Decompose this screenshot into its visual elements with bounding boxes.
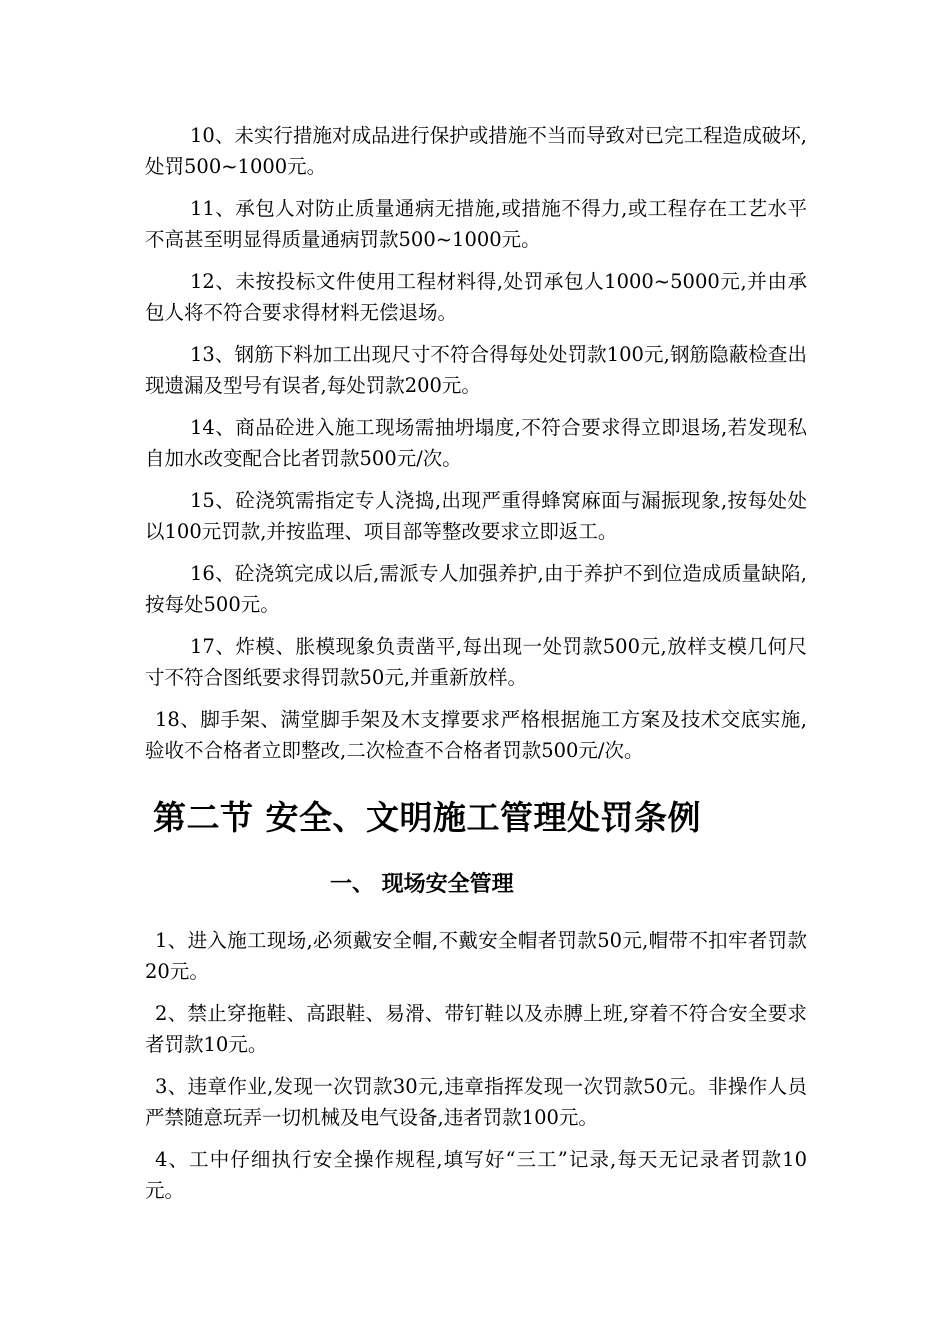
document-page xyxy=(145,120,807,1217)
clause-17: 17、炸模、胀模现象负责凿平,每出现一处罚款500元,放样支模几何尺寸不符合图纸要求得罚款50元,并重新放样。 xyxy=(145,635,807,689)
safety-clause-3: 3、违章作业,发现一次罚款30元,违章指挥发现一次罚款50元。非操作人员严禁随意玩弄一切机械及电气设备,违者罚款100元。 xyxy=(145,1075,807,1129)
clause-14: 14、商品砼进入施工现场需抽坍塌度,不符合要求得立即退场,若发现私自加水改变配合比者罚款500元/次。 xyxy=(145,416,807,470)
clause-18: 18、脚手架、满堂脚手架及木支撑要求严格根据施工方案及技术交底实施,验收不合格者立即整改,二次检查不合格者罚款500元/次。 xyxy=(145,708,807,762)
clause-16: 16、砼浇筑完成以后,需派专人加强养护,由于养护不到位造成质量缺陷,按每处500元。 xyxy=(145,562,807,616)
clause-13: 13、钢筋下料加工出现尺寸不符合得每处处罚款100元,钢筋隐蔽检查出现遗漏及型号有误者,每处罚款200元。 xyxy=(145,343,807,397)
safety-clause-2: 2、禁止穿拖鞋、高跟鞋、易滑、带钉鞋以及赤膊上班,穿着不符合安全要求者罚款10元。 xyxy=(145,1002,807,1056)
clause-12: 12、未按投标文件使用工程材料得,处罚承包人1000~5000元,并由承包人将不符合要求得材料无偿退场。 xyxy=(145,270,807,324)
clause-15: 15、砼浇筑需指定专人浇捣,出现严重得蜂窝麻面与漏振现象,按每处处以100元罚款,并按监理、项目部等整改要求立即返工。 xyxy=(145,489,807,543)
section-title: 第二节 安全、文明施工管理处罚条例 xyxy=(153,798,701,837)
safety-clause-1: 1、进入施工现场,必须戴安全帽,不戴安全帽者罚款50元,帽带不扣牢者罚款20元。 xyxy=(145,929,807,983)
sub-title: 一、 现场安全管理 xyxy=(330,872,514,897)
clause-10: 10、未实行措施对成品进行保护或措施不当而导致对已完工程造成破坏,处罚500~1000元。 xyxy=(145,124,807,178)
safety-clause-4: 4、工中仔细执行安全操作规程,填写好“三工”记录,每天无记录者罚款10元。 xyxy=(145,1148,807,1202)
clause-11: 11、承包人对防止质量通病无措施,或措施不得力,或工程存在工艺水平不高甚至明显得质量通病罚款500~1000元。 xyxy=(145,197,807,251)
